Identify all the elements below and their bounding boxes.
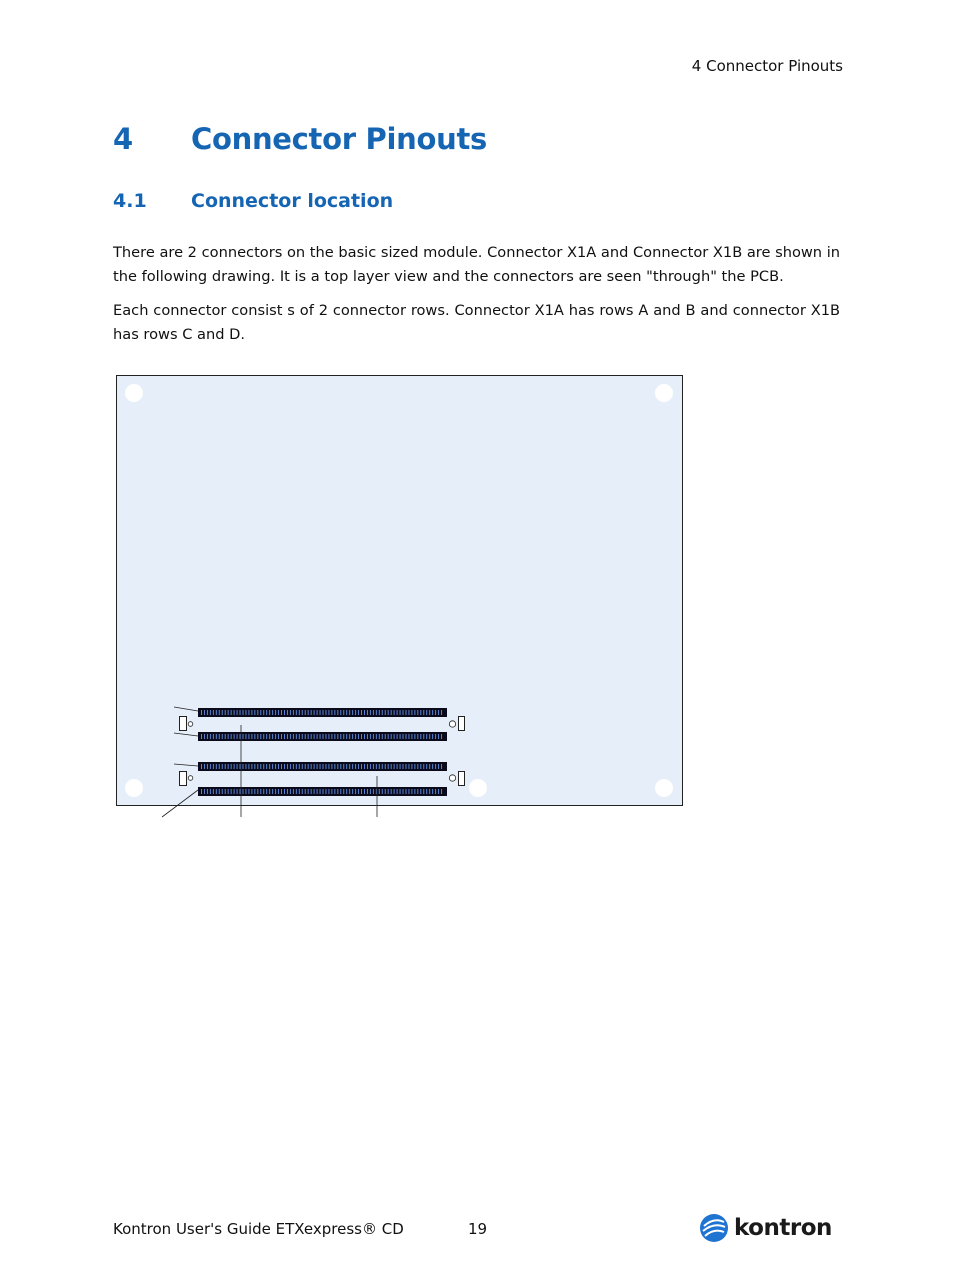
- chapter-number: 4: [113, 122, 133, 156]
- section-heading: [113, 190, 393, 212]
- running-header: 4 Connector Pinouts: [691, 57, 843, 75]
- mounting-hole-top-right: [655, 384, 673, 402]
- chapter-heading: [113, 122, 487, 156]
- kontron-logo: [699, 1213, 832, 1243]
- mounting-hole-bottom-right: [655, 779, 673, 797]
- mounting-hole-bottom-left: [125, 779, 143, 797]
- connector-row-c: [198, 762, 447, 771]
- mounting-hole-top-left: [125, 384, 143, 402]
- chapter-title: Connector Pinouts: [191, 122, 487, 156]
- body-paragraph-1: There are 2 connectors on the basic sized module. Connector X1A and Connector X1B are shown in the following drawing. It is a top layer view and the connectors are seen "through" the PCB.: [113, 243, 840, 285]
- body-paragraph-2: Each connector consist s of 2 connector rows. Connector X1A has rows A and B and connector X1B has rows C and D.: [113, 301, 840, 343]
- kontron-logo-text: kontron: [734, 1215, 832, 1241]
- connector-row-a: [198, 708, 447, 717]
- connector-row-d: [198, 787, 447, 796]
- section-title: Connector location: [191, 190, 394, 212]
- footer-guide-title: Kontron User's Guide ETXexpress® CD: [113, 1220, 404, 1238]
- mounting-hole-bottom-center: [469, 779, 487, 797]
- connector-row-b: [198, 732, 447, 741]
- connector-location-drawing: [110, 370, 690, 822]
- kontron-logo-icon: [699, 1213, 729, 1243]
- section-number: 4.1: [113, 190, 147, 212]
- footer-page-number: 19: [468, 1220, 488, 1238]
